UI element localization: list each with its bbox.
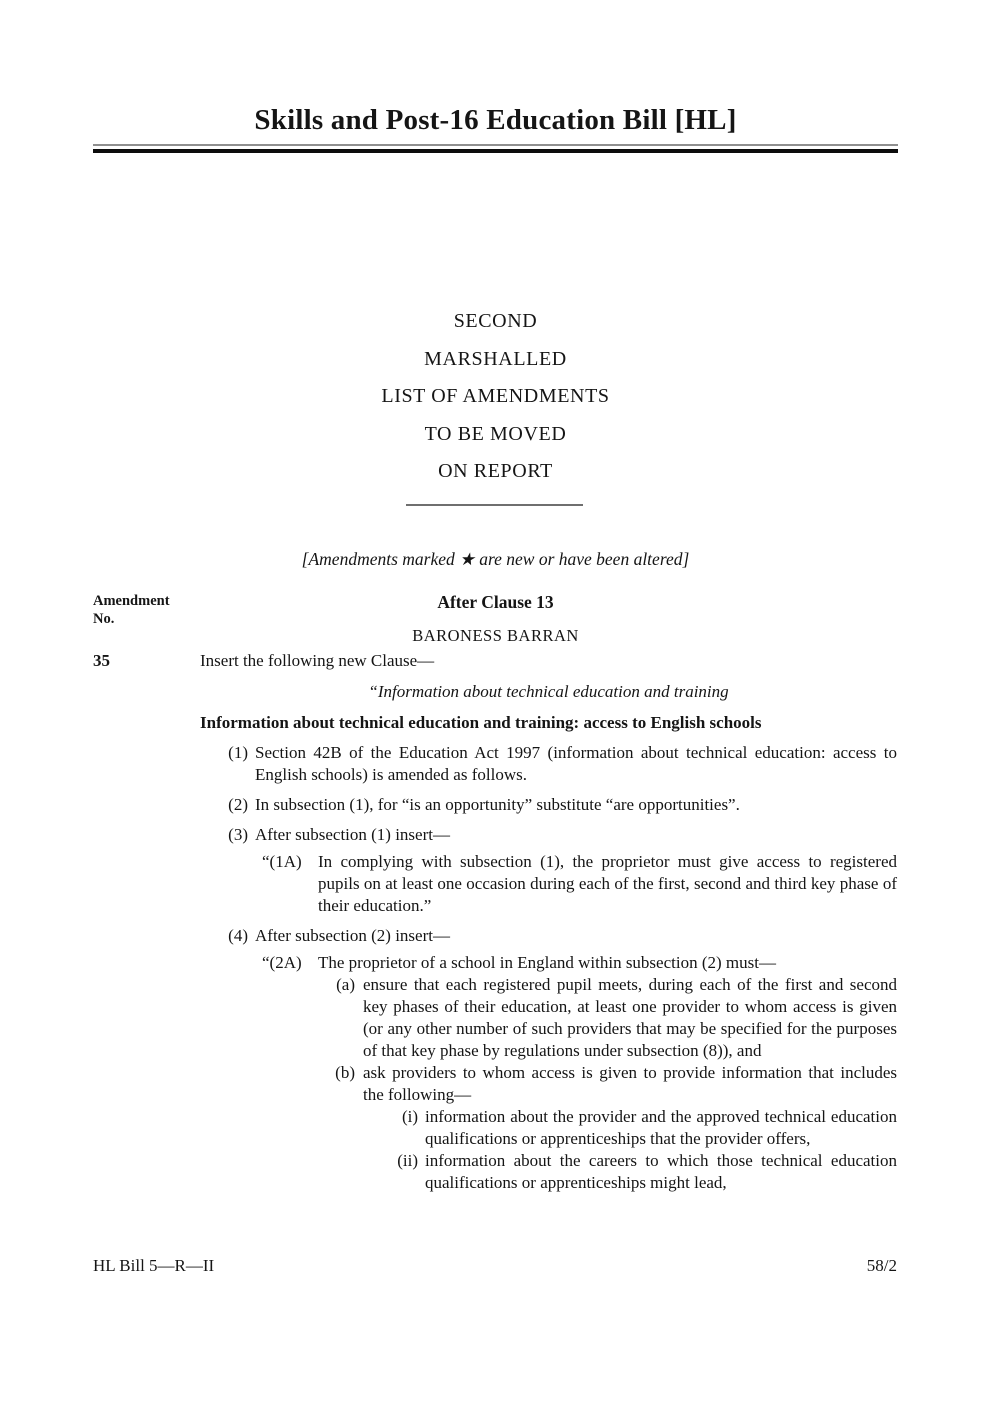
section-divider-line [406, 504, 583, 506]
clause-item-number: (i) [401, 1107, 418, 1126]
clause-item-text: The proprietor of a school in England within subsection (2) must— [318, 953, 776, 972]
clause-item-text: ask providers to whom access is given to provide information that includes the following— [363, 1063, 897, 1104]
title-rule-thin [93, 144, 898, 146]
amendment-instruction: Insert the following new Clause— [200, 651, 435, 670]
clause-item-text: ensure that each registered pupil meets, during each of the first and second key phases of their education, at least one provider to whom access is given (or any other number of such providers that may be specified for the purposes of that key phase by regulations under subsection (8)), and [363, 975, 897, 1060]
clause-item [200, 1106, 897, 1150]
clause-item-number: (ii) [397, 1151, 418, 1170]
clause-item [200, 925, 897, 947]
document-title: Skills and Post-16 Education Bill [HL] [254, 104, 737, 136]
clause-item-text: In subsection (1), for “is an opportunity” substitute “are opportunities”. [255, 795, 740, 814]
heading-line-moved: TO BE MOVED [424, 422, 567, 445]
heading-line-second: SECOND [453, 310, 538, 332]
clause-item-number: (b) [335, 1063, 355, 1082]
title-rule-thick [93, 149, 898, 153]
new-clause-body [200, 681, 897, 1194]
clause-item [200, 1150, 897, 1194]
heading-line-report: ON REPORT [438, 460, 553, 482]
clause-italic-heading: “Information about technical education and training [368, 682, 729, 701]
clause-item-text: In complying with subsection (1), the proprietor must give access to registered pupils on at least one occasion during each of the first, second and third key phase of their education.” [318, 852, 897, 915]
heading-line-marshalled: MARSHALLED [424, 347, 567, 370]
heading-line-list: LIST OF AMENDMENTS [381, 385, 610, 407]
clause-item-number: “(2A) [262, 953, 302, 972]
clause-item-text: information about the careers to which those technical education qualifications or apprenticeships might lead, [425, 1151, 897, 1192]
clause-item [200, 851, 897, 917]
amendment-no-label-line2: No. [93, 611, 115, 627]
clause-item [200, 1062, 897, 1106]
clause-item-text: Section 42B of the Education Act 1997 (information about technical education: access to English schools) is amended as follows. [255, 743, 897, 784]
clause-item-number: (2) [228, 795, 248, 814]
clause-item-number: (a) [336, 975, 355, 994]
clause-item-text: information about the provider and the approved technical education qualifications or apprenticeships that the provider offers, [425, 1107, 897, 1148]
clause-item-number: “(1A) [262, 852, 302, 871]
clause-item-text: After subsection (1) insert— [255, 825, 450, 844]
marshalled-list-heading [0, 303, 991, 491]
clause-item [200, 824, 897, 846]
after-clause-heading: After Clause 13 [437, 592, 554, 612]
clause-item-number: (1) [228, 743, 248, 762]
clause-item-text: After subsection (2) insert— [255, 926, 450, 945]
footer-sheet-number: 58/2 [866, 1256, 897, 1275]
clause-item [200, 794, 897, 816]
clause-item-number: (3) [228, 825, 248, 844]
clause-item-number: (4) [228, 926, 248, 945]
peer-name: BARONESS BARRAN [412, 626, 579, 645]
title-double-rule [93, 144, 898, 153]
clause-bold-heading: Information about technical education and training: access to English schools [200, 713, 762, 732]
clause-item [200, 742, 897, 786]
amendments-marked-note: [Amendments marked ★ are new or have been altered] [301, 549, 690, 569]
clause-item [200, 952, 897, 974]
amendment-number: 35 [93, 651, 110, 670]
clause-item [200, 974, 897, 1062]
amendment-no-label-line1: Amendment [93, 593, 170, 609]
footer-bill-reference: HL Bill 5—R—II [93, 1256, 215, 1275]
